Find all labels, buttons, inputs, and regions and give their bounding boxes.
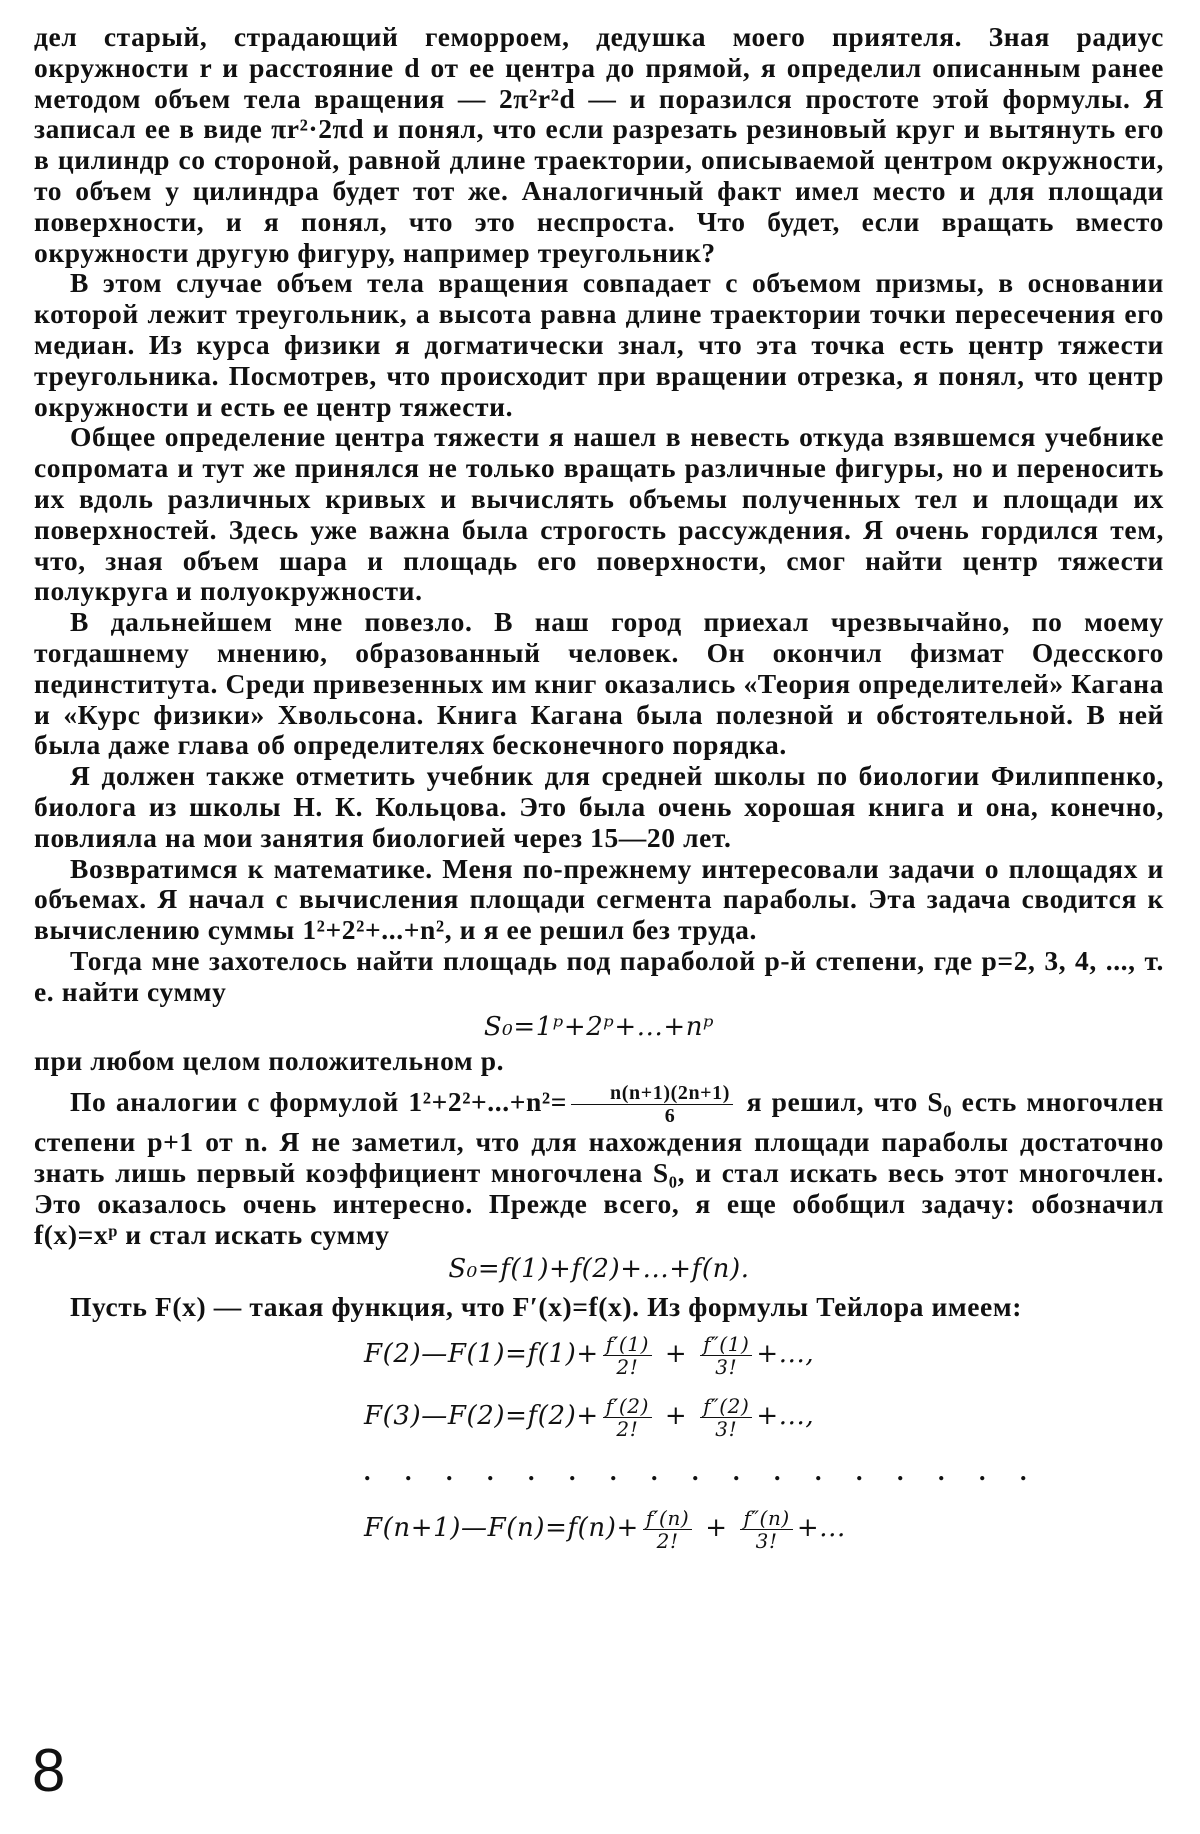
paragraph-6: Возвратимся к математике. Меня по-прежнему интересовали задачи о площадях и объемах. Я начал с вычисления площади сегмента параболы. Эта задача сводится к вычислению суммы 1²+2²+...+n², и я ее решил без труда. <box>34 852 1164 946</box>
page-body <box>34 22 1164 1559</box>
taylor-lhs: F(2)—F(1)=f(1)+ <box>364 1339 599 1370</box>
taylor-lhs: F(n+1)—F(n)=f(n)+ <box>364 1513 639 1544</box>
frac-den: 2! <box>656 1528 679 1553</box>
paragraph-after-formula: при любом целом положительном p. <box>34 1044 505 1076</box>
frac-num: f′(2) <box>603 1395 652 1418</box>
frac-num: f″(1) <box>700 1333 752 1356</box>
taylor-tail: +..., <box>756 1401 815 1432</box>
taylor-tail: +..., <box>756 1339 815 1370</box>
frac-num: f″(n) <box>740 1507 792 1530</box>
page-number: 8 <box>32 1737 66 1804</box>
taylor-line-2: F(3)—F(2)=f(2)+ $\frac{f'(2)}{2!}$ + $\frac{f''(2)}{3!}$ +..., <box>364 1393 815 1441</box>
fraction-denominator: 6 <box>664 1105 676 1128</box>
taylor-line-n: F(n+1)—F(n)=f(n)+ $\frac{f'(n)}{2!}$ + $\frac{f''(n)}{3!}$ +... <box>364 1505 846 1553</box>
fraction-numerator: n(n+1)(2n+1) <box>571 1082 733 1105</box>
paragraph-analogy <box>34 1082 1164 1250</box>
frac-num: f″(2) <box>700 1395 752 1418</box>
analogy-start: По аналогии с формулой 1²+2²+...+n²= <box>70 1086 568 1118</box>
paragraph-4: В дальнейшем мне повезло. В наш город приехал чрезвычайно, по моему тогдашнему мнению, образованный человек. Он окончил физмат Одесского пединститута. Среди привезенных им книг оказались «Теория определителей» Кагана и «Курс физики» Хвольсона. Книга Кагана была полезной и обстоятельной. В ней была даже глава об определителях бесконечного порядка. <box>34 606 1164 761</box>
frac-den: 3! <box>715 1354 738 1379</box>
taylor-tail: +... <box>796 1513 846 1544</box>
taylor-lhs: F(3)—F(2)=f(2)+ <box>364 1401 599 1432</box>
taylor-intro: Пусть F(x) — такая функция, что F′(x)=f(x). Из формулы Тейлора имеем: <box>70 1291 1022 1323</box>
frac-den: 3! <box>755 1528 778 1553</box>
frac-den: 3! <box>715 1416 738 1441</box>
analogy-end: я решил, что S₀ есть многочлен степени p+1 от n. Я не заметил, что для нахождения площади параболы достаточно знать лишь первый коэффициент многочлена S₀, и стал искать весь этот многочлен. Это оказалось очень интересно. Прежде всего, я еще обобщил задачу: обозначил f(x)=xᵖ и стал искать сумму <box>34 1086 1164 1250</box>
frac-num: f′(1) <box>603 1333 652 1356</box>
frac-num: f′(n) <box>643 1507 692 1530</box>
paragraph-2: В этом случае объем тела вращения совпадает с объемом призмы, в основании которой лежит треугольник, а высота равна длине траектории точки пересечения его медиан. Из курса физики я догматически знал, что эта точка есть центр тяжести треугольника. Посмотрев, что происходит при вращении отрезка, я понял, что центр окружности и есть ее центр тяжести. <box>34 267 1164 422</box>
taylor-line-1: F(2)—F(1)=f(1)+ $\frac{f'(1)}{2!}$ + $\frac{f''(1)}{3!}$ +..., <box>364 1331 815 1379</box>
frac-den: 2! <box>616 1354 639 1379</box>
paragraph-5: Я должен также отметить учебник для средней школы по биологии Филиппенко, биолога из школы Н. К. Кольцова. Это была очень хорошая книга и она, конечно, повлияла на мои занятия биологией через 15—20 лет. <box>34 760 1164 853</box>
formula-sum-f: S₀=f(1)+f(2)+...+f(n). <box>448 1254 750 1285</box>
paragraph-1: дел старый, страдающий геморроем, дедушка моего приятеля. Зная радиус окружности r и расстояние d от ее центра до прямой, я определил описанным ранее методом объем тела вращения — 2π²r²d — и поразился простоте этой формулы. Я записал ее в виде πr²·2πd и понял, что если разрезать резиновый круг и вытянуть его в цилиндр со стороной, равной длине траектории, описываемой центром окружности, то объем у цилиндра будет тот же. Аналогичный факт имел место и для площади поверхности, и я понял, что это неспроста. Что будет, если вращать вместо окружности другую фигуру, например треугольник? <box>34 21 1164 268</box>
paragraph-7: Тогда мне захотелось найти площадь под параболой p-й степени, где p=2, 3, 4, ..., т. е. найти сумму <box>34 944 1164 1007</box>
frac-den: 2! <box>616 1416 639 1441</box>
paragraph-3: Общее определение центра тяжести я нашел в невесть откуда взявшемся учебнике сопромата и тут же принялся не только вращать различные фигуры, но и переносить их вдоль различных кривых и вычислять объемы полученных тел и площади их поверхностей. Здесь уже важна была строгость рассуждения. Я очень гордился тем, что, зная объем шара и площадь его поверхности, смог найти центр тяжести полукруга и полуокружности. <box>34 421 1164 607</box>
analogy-fraction <box>571 1082 733 1127</box>
formula-sum-powers: S₀=1ᵖ+2ᵖ+...+nᵖ <box>483 1011 715 1042</box>
dots-row: . . . . . . . . . . . . . . . . . <box>364 1457 1041 1487</box>
